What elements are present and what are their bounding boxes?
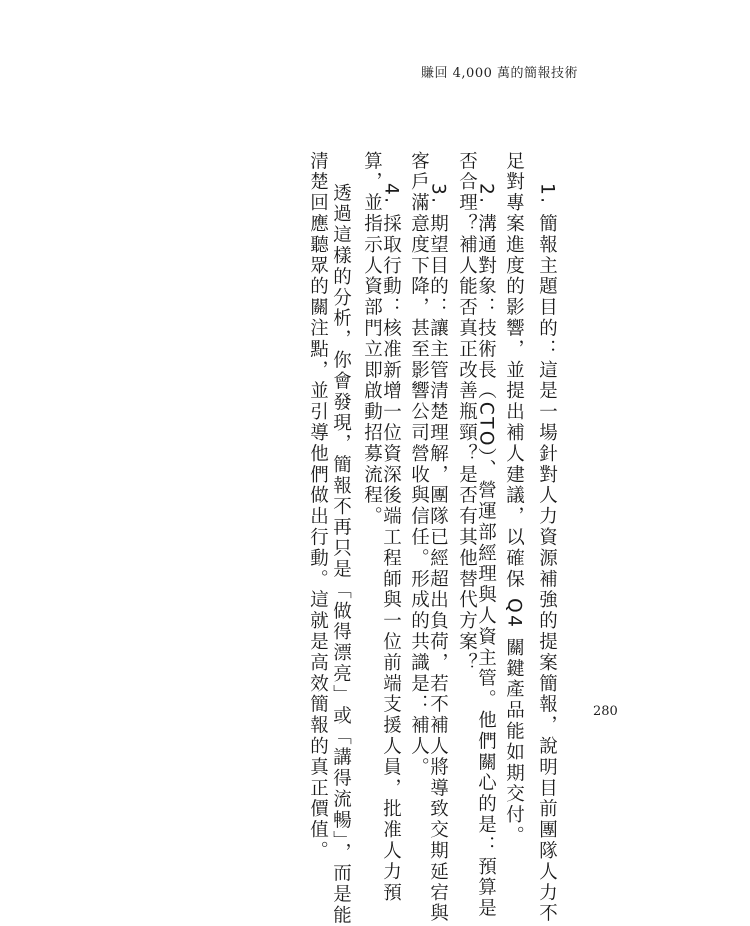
page-number: 280 (593, 704, 618, 719)
text-line: 否合理？補人能否真正改善瓶頸？是否有其他替代方案？ (456, 151, 478, 674)
text-line: 清楚回應聽眾的關注點，並引導他們做出行動。這就是高效簡報的真正價值。 (307, 151, 329, 862)
running-head: 賺回 4,000 萬的簡報技術 (421, 66, 578, 81)
text-line: 透過這樣的分析，你會發現，簡報不再只是「做得漂亮」或「講得流暢」，而是能 (330, 183, 352, 926)
text-line: 足對專案進度的影響，並提出補人建議，以確保 Q4 關鍵產品能如期交付。 (503, 151, 525, 847)
text-line: 算，並指示人資部門立即啟動招募流程。 (361, 151, 383, 528)
text-line: 1. 簡報主題目的：這是一場針對人力資源補強的提案簡報，說明目前團隊人力不 (536, 183, 558, 925)
text-line: 2. 溝通對象：技術長（CTO）、營運部經理與人資主管。他們關心的是：預算是 (475, 183, 497, 920)
text-line: 客戶滿意度下降，甚至影響公司營收與信任。形成的共識是：補人。 (408, 151, 430, 778)
text-line: 4. 採取行動：核准新增一位資深後端工程師與一位前端支援人員，批准人力預 (380, 183, 402, 904)
text-line: 3. 期望目的：讓主管清楚理解，團隊已經超出負荷，若不補人將導致交期延宕與 (427, 183, 449, 925)
